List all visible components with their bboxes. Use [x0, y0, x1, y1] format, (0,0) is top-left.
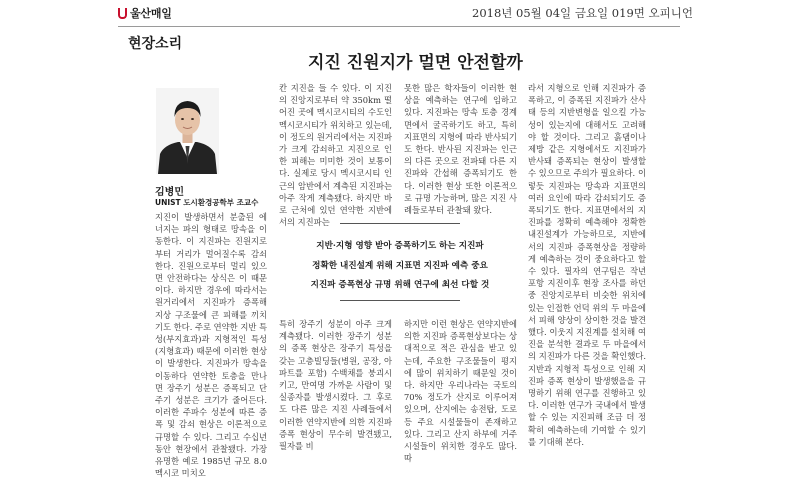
header-divider	[118, 26, 680, 27]
article-column-4: 라서 지형으로 인해 지진파가 증폭하고, 이 증폭된 지진파가 산사태 등의 지반변형을 일으킬 가능성이 있는지에 대해서도 고려해야 할 것이다. 그리고 흙댐이나 제방 같은 지형에서도 지진파가 반사돼 증폭되는 현상이 발생할 수 있으므로 주의가 필요하다. 이렇듯 지진파는 땅속과 지표면의 여러 요인에 따라 감쇠되기도 증폭되기도 한다. 지표면에서의 지진파를 정확히 예측해야 정확한 내진설계가 가능하므로, 지반에서의 지진파 증폭현상을 정량하게 예측하는 것이 중요하다고 할 수 있다. 필자의 연구팀은 작년 포항 지진이후 현장 조사를 하던 중 진앙지로부터 비슷한 위치에 있는 인접한 언덕 위의 두 마을에서 피해 양상이 상이한 것을 발견했다. 이웃지 지진계를 설치해 여진을 분석한 결과로 두 마을에서의 지진파가 다른 것을 확인했다. 지반과 지형적 특성으로 인해 지진파 증폭 현상이 발생했을을 규명하기 위해 연구를 진행하고 있다. 이러한 연구가 국내에서 발생할 수 있는 지진피해 조금 더 정확히 예측하는데 기여할 수 있기를 기대해 본다.	[528, 83, 646, 447]
article-column-1: 지진이 발생하면서 분출된 에너지는 파의 형태로 땅속을 이동한다. 이 지진파는 진원지로부터 거리가 멀어질수록 감쇠한다. 진원으로부터 멀리 있으면 안전하다는 상식은 이 때문이다. 하지만 경우에 따라서는 원거리에서 지진파가 증폭해 지상 구조물에 큰 피해를 끼치기도 한다. 주로 연약한 지반 특성(부지효과)과 지형적인 특성(지형효과) 때문에 이러한 현상이 발생한다. 지진파가 땅속을 이동하다 연약한 토층을 만나면 장주기 성분은 증폭되고 단주기 성분은 크기가 줄어든다. 이러한 주파수 성분에 따른 증폭 및 감쇠 현상은 이론적으로 규명할 수 있다. 그리고 수십년 동안 현장에서 관찰됐다. 가장 유명한 예로 1985년 규모 8.0 멕시코 미치오	[155, 212, 268, 479]
author-name: 김병민	[155, 187, 184, 198]
article-column-3-bottom: 하지만 이런 현상은 연약지반에 의한 지진파 증폭현상보다는 상대적으로 적은 관심을 받고 있는데, 주요한 구조물들이 평지에 많이 위치하기 때문일 것이다. 하지만 우리나라는 국토의 70% 정도가 산지로 이루어져 있으며, 산지에는 송전탑, 도로 등 주요 시설물들이 존재하고 있다. 그리고 산지 하부에 거주시설들이 위치한 경우도 많다. 따	[404, 319, 517, 464]
article-headline: 지진 진원지가 멀면 안전할까	[308, 53, 523, 73]
author-affiliation: UNIST 도시환경공학부 조교수	[155, 198, 259, 207]
article-column-3-top: 못한 많은 학자들이 이러한 현상을 예측하는 연구에 임하고 있다. 지진파는 땅속 토층 경계면에서 굴곡하기도 하고, 특히 지표면의 지형에 따라 반사되기도 한다. 반사된 지진파는 인근의 다른 곳으로 전파돼 다른 지진파와 간섭해 증폭되기도 한다. 이러한 현상 또한 이론적으로 규명 가능하며, 많은 지진 사례들로부터 관찰돼 왔다.	[404, 83, 517, 216]
logo-u-mark-icon	[118, 8, 127, 19]
masthead	[118, 4, 172, 22]
newspaper-logo: 울산매일	[130, 7, 172, 20]
section-label: 현장소리	[128, 36, 183, 52]
article-column-2-bottom: 특히 장주기 성분이 아주 크게 계측됐다. 이러한 장주기 성분의 증폭 현상은 장주기 특성을 갖는 고층빌딩들(병원, 공장, 아파트를 포함) 수백채를 붕괴시키고, 만여명 가까운 사람이 및 실종자를 발생시켰다. 그 후로도 다른 많은 지진 사례들에서 이러한 연약지반에 의한 지진파 증폭 현상이 무수히 발견됐고, 필자를 비	[279, 319, 392, 452]
pull-quote-line-1: 지반·지형 영향 받아 증폭하기도 하는 지진파	[316, 241, 484, 251]
pull-quote	[300, 237, 500, 296]
dateline: 2018년 05월 04일 금요일 019면 오피니언	[472, 6, 693, 20]
pull-quote-top-rule	[340, 223, 460, 224]
article-column-2-top: 칸 지진을 들 수 있다. 이 지진의 진앙지로부터 약 350km 떨어진 곳에 멕시코시티의 수도인 멕시코시티가 위치하고 있는데, 이 정도의 원거리에서는 지진파가 크게 감쇠하고 지진으로 인한 피해는 미미한 것이 보통이다. 실제로 당시 멕시코시티 인근의 암반에서 계측된 지진파는 아주 작게 계측됐다. 하지만 바로 근처에 있던 연약한 지반에서의 지진파는	[279, 83, 392, 228]
pull-quote-line-3: 지진파 증폭현상 규명 위해 연구에 최선 다할 것	[310, 280, 490, 290]
person-portrait-icon	[156, 88, 219, 174]
pull-quote-bottom-rule	[340, 300, 460, 301]
pull-quote-line-2: 정확한 내진설계 위해 지표면 지진파 예측 중요	[312, 260, 488, 271]
author-portrait	[156, 88, 219, 174]
